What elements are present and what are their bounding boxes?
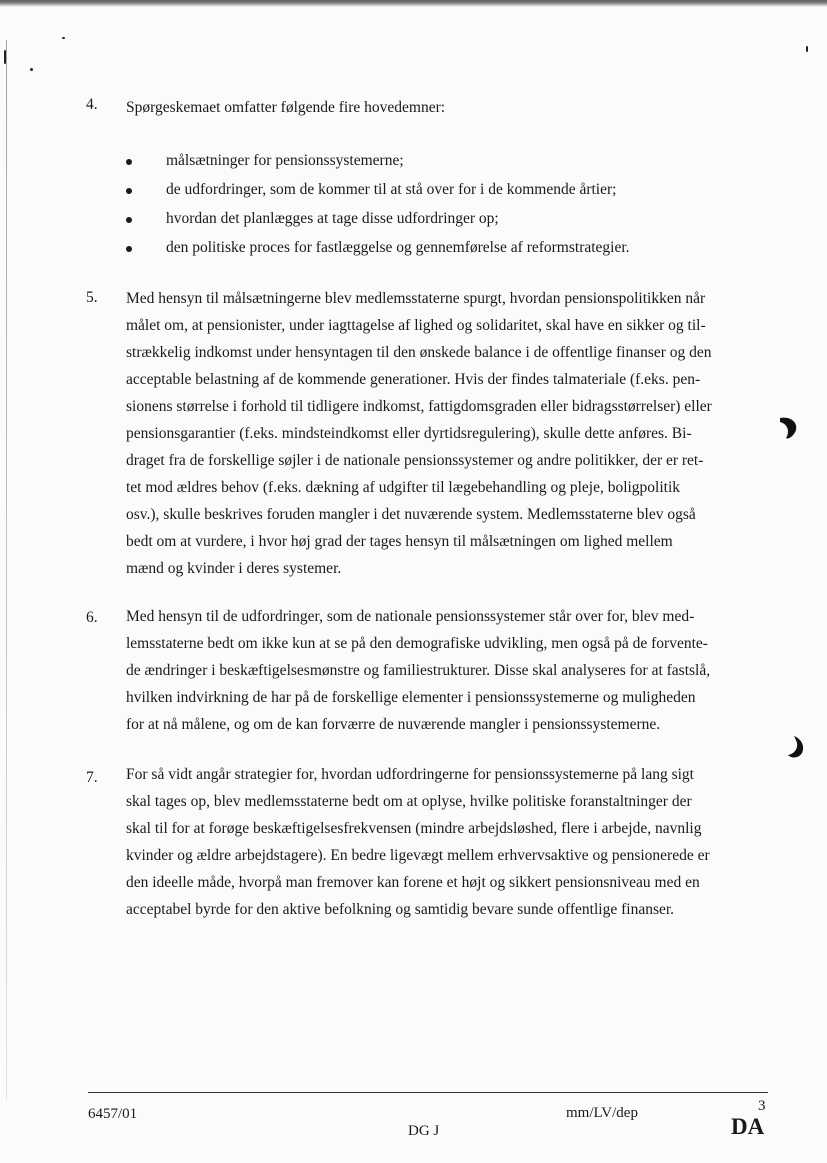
paragraph-line: for at nå målene, og om de kan forværre de nuværende mangler i pensionssystemerne. xyxy=(126,716,661,733)
paragraph-line: den ideelle måde, hvorpå man fremover kan forene et højt og sikkert pensionsniveau med en xyxy=(126,874,700,891)
paragraph-line: de ændringer i beskæftigelsesmønstre og familiestrukturer. Disse skal analyseres for at fastslå, xyxy=(126,662,711,679)
paragraph-line: acceptable belastning af de kommende generationer. Hvis der findes talmateriale (f.eks. pen- xyxy=(126,371,701,388)
punch-hole-icon xyxy=(786,735,806,759)
scan-top-edge xyxy=(0,0,827,7)
topic-list xyxy=(120,146,720,262)
paragraph-number: 4. xyxy=(86,96,98,113)
page-number: 3 xyxy=(758,1098,766,1114)
paragraph-line: osv.), skulle beskrives foruden mangler i det nuværende system. Medlemsstaterne blev også xyxy=(126,506,696,523)
directorate-code: DG J xyxy=(408,1123,440,1139)
paragraph-line: kvinder og ældre arbejdstagere). En bedre ligevægt mellem erhvervsaktive og pensionerede er xyxy=(126,847,710,864)
document-number: 6457/01 xyxy=(88,1106,138,1122)
paragraph-line: For så vidt angår strategier for, hvordan udfordringerne for pensionssystemerne på lang sigt xyxy=(126,766,694,783)
list-item xyxy=(120,204,720,233)
bullet-icon xyxy=(126,159,132,165)
paragraph-number: 7. xyxy=(86,769,98,786)
paragraph-line: Med hensyn til de udfordringer, som de nationale pensionssystemer står over for, blev med- xyxy=(126,608,695,625)
paragraph-line: strækkelig indkomst under hensyntagen til den ønskede balance i de offentlige finanser og den xyxy=(126,344,712,361)
scan-speck xyxy=(806,46,808,52)
paragraph-line: skal tages op, blev medlemsstaterne bedt om at oplyse, hvilke politiske foranstaltninger der xyxy=(126,793,692,810)
paragraph-line: målet om, at pensionister, under iagttagelse af lighed og solidaritet, skal have en sikker og til- xyxy=(126,317,706,334)
paragraph-line: Med hensyn til målsætningerne blev medlemsstaterne spurgt, hvordan pensionspolitikken når xyxy=(126,290,706,307)
paragraph-number: 6. xyxy=(86,609,98,626)
paragraph-line: sionens størrelse i forhold til tidligere indkomst, fattigdomsgraden eller bidragsstørrelser) eller xyxy=(126,398,712,415)
list-item-text: målsætninger for pensionssystemerne; xyxy=(166,152,404,169)
punch-hole-icon xyxy=(778,416,798,440)
scan-speck xyxy=(30,68,33,71)
paragraph-line: pensionsgarantier (f.eks. mindsteindkomst eller dyrtidsregulering), skulle dette anføres. Bi- xyxy=(126,425,692,442)
paragraph-line: Spørgeskemaet omfatter følgende fire hovedemner: xyxy=(126,99,446,116)
paragraph-line: mænd og kvinder i deres systemer. xyxy=(126,560,342,577)
author-initials: mm/LV/dep xyxy=(566,1105,638,1121)
list-item xyxy=(120,175,720,204)
paragraph-line: tet mod ældres behov (f.eks. dækning af udgifter til lægebehandling og pleje, boligpolitik xyxy=(126,479,681,496)
scan-speck xyxy=(62,37,65,39)
bullet-icon xyxy=(126,217,132,223)
paragraph-line: acceptabel byrde for den aktive befolkning og samtidig bevare sunde offentlige finanser. xyxy=(126,901,675,918)
list-item-text: den politiske proces for fastlæggelse og gennemførelse af reformstrategier. xyxy=(166,239,630,256)
list-item-text: de udfordringer, som de kommer til at stå over for i de kommende årtier; xyxy=(166,181,617,198)
paragraph-line: draget fra de forskellige søjler i de nationale pensionssystemer og andre politikker, der er ret- xyxy=(126,452,704,469)
paragraph-line: bedt om at vurdere, i hvor høj grad der tages hensyn til målsætningen om lighed mellem xyxy=(126,533,673,550)
footer-rule xyxy=(88,1092,768,1093)
scan-left-shadow xyxy=(6,40,7,1100)
language-code: DA xyxy=(731,1114,765,1139)
list-item xyxy=(120,233,720,262)
scan-speck xyxy=(4,50,6,64)
list-item xyxy=(120,146,720,175)
paragraph-line: lemsstaterne bedt om ikke kun at se på den demografiske udvikling, men også på de forvente- xyxy=(126,635,708,652)
paragraph-line: hvilken indvirkning de har på de forskellige elementer i pensionssystemerne og muligheden xyxy=(126,689,696,706)
paragraph-line: skal til for at forøge beskæftigelsesfrekvensen (mindre arbejdsløshed, flere i arbejde, navnlig xyxy=(126,820,702,837)
paragraph-number: 5. xyxy=(86,289,98,306)
list-item-text: hvordan det planlægges at tage disse udfordringer op; xyxy=(166,210,499,227)
bullet-icon xyxy=(126,188,132,194)
bullet-icon xyxy=(126,246,132,252)
